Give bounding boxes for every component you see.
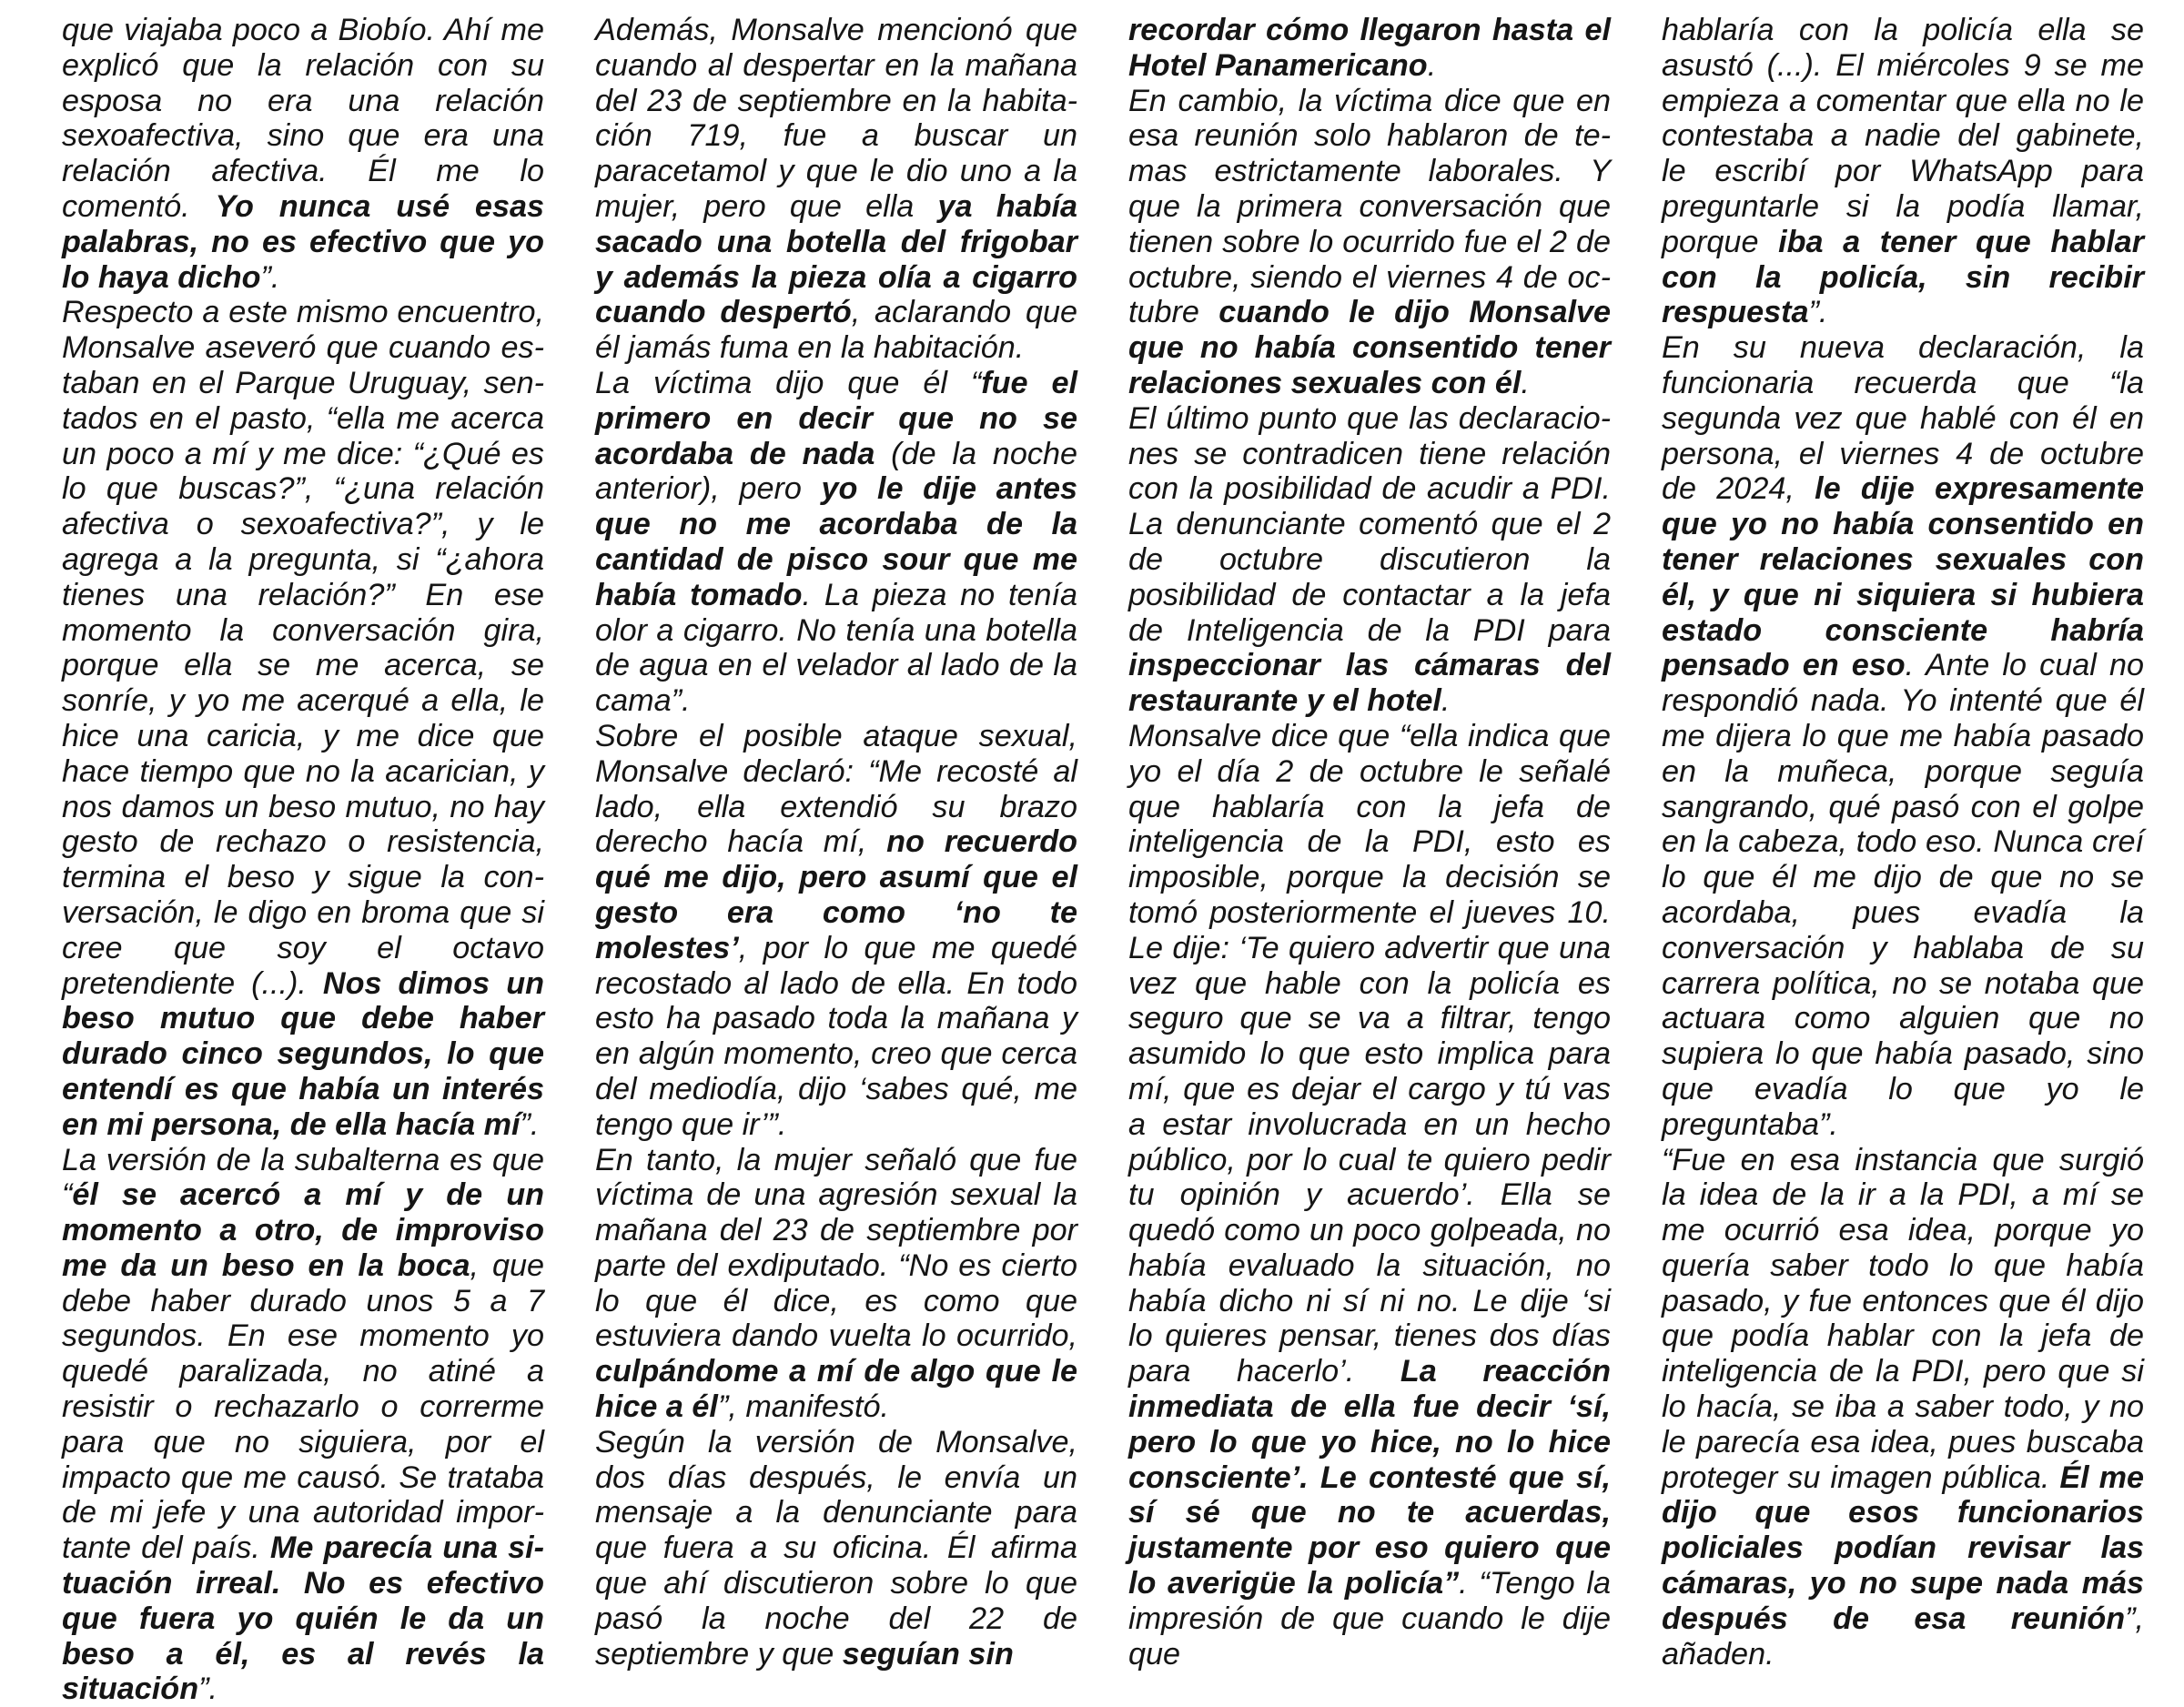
text-run: ”. xyxy=(521,1107,540,1142)
bold-quote: Me parecía una situación irreal. No es efectivo que fuera yo quién le da un beso a él, es al revés la situación xyxy=(62,1530,544,1706)
paragraph xyxy=(595,1425,1077,1672)
bold-quote: ya había sacado una botella del frigobar y además la pieza olía a cigarro cuando despertó xyxy=(595,189,1077,329)
paragraph xyxy=(595,13,1077,366)
text-run: Monsalve dice que “ella indica que yo el día 2 de octubre le señalé que hablaría con la jefa de inteligencia de la PDI, esto es imposible, porque la decisión se tomó posteriormente el jueves 10. Le dije: ‘Te quiero advertir que una vez que hable con la policía es seguro que se va a filtrar, tengo asumido lo que esto implica para mí, que es dejar el cargo y tú vas a estar involucrada en un hecho público, por lo cual te quiero pedir tu opinión y acuerdo’. Ella se quedó como un poco golpeada, no había evaluado la situación, no había dicho ni sí ni no. Le dije ‘si lo quieres pensar, tienes dos días para hacerlo’. xyxy=(1128,719,1611,1389)
text-run: . xyxy=(1428,48,1437,83)
text-run: ”, añaden. xyxy=(1662,1601,2144,1672)
bold-quote: no recuerdo qué me dijo, pero asumí que el gesto era como ‘no te molestes’ xyxy=(595,824,1077,965)
column-2 xyxy=(595,13,1077,1547)
text-run: . xyxy=(1521,366,1530,400)
paragraph xyxy=(1128,401,1611,719)
text-run: En cambio, la víctima dice que en esa reunión solo hablaron de temas estrictamente laborales. Y que la primera conversación que tienen sobre lo ocurrido fue el 2 de octubre, siendo el viernes 4 de octubre xyxy=(1128,84,1611,330)
bold-quote: Él me dijo que esos funcionarios policiales podían revisar las cámaras, yo no supe nada más después de esa reunión xyxy=(1662,1460,2144,1636)
bold-quote: Yo nunca usé esas palabras, no es efectivo que yo lo haya dicho xyxy=(62,189,544,295)
text-run: , aclarando que él jamás fuma en la habitación. xyxy=(595,295,1077,365)
bold-quote: le dije expresamente que yo no había consentido en tener relaciones sexuales con él, y que ni siquiera si hubiera estado consciente habría pensado en eso xyxy=(1662,471,2144,682)
bold-quote: yo le dije antes que no me acordaba de la cantidad de pisco sour que me había tomado xyxy=(595,471,1077,611)
text-run: ”, manifestó. xyxy=(718,1389,889,1424)
paragraph xyxy=(62,13,544,295)
text-run: que viajaba poco a Biobío. Ahí me explicó que la relación con su esposa no era una relación sexoafectiva, sino que era una relación afectiva. Él me lo comentó. xyxy=(62,13,544,224)
text-run: , por lo que me quedé recostado al lado de ella. En todo esto ha pasado toda la mañana y en algún momento, creo que cerca del mediodía, dijo ‘sabes qué, me tengo que ir’”. xyxy=(595,931,1077,1142)
bold-quote: La reacción inmediata de ella fue decir ‘sí, pero lo que yo hice, no lo hice consciente’. Le contesté que sí, sí sé que no te acuerdas, justamente por eso quiero que lo averigüe la policía” xyxy=(1128,1354,1611,1601)
text-run: Respecto a este mismo encuentro, Monsalve aseveró que cuando estaban en el Parque Uruguay, sentados en el pasto, “ella me acerca un poco a mí y me dice: “¿Qué es lo que buscas?”, “¿una relación afectiva o sexoafectiva?”, y le agrega a la pregunta, si “¿ahora tienes una relación?” En ese momento la conversación gira, porque ella se me acerca, se sonríe, y yo me acerqué a ella, le hice una caricia, y me dice que hace tiempo que no la acarician, y nos damos un beso mutuo, no hay gesto de rechazo o resistencia, termina el beso y sigue la conversación, le digo en broma que si cree que soy el octavo pretendiente (...). xyxy=(62,295,544,1000)
bold-quote: él se acercó a mí y de un momento a otro, de improviso me da un beso en la boca xyxy=(62,1177,544,1283)
text-run: Según la versión de Monsalve, dos días después, le envía un mensaje a la denunciante para que fuera a su oficina. Él afirma que ahí discutieron sobre lo que pasó la noche del 22 de septiembre y que xyxy=(595,1425,1077,1672)
bold-quote: Nos dimos un beso mutuo que debe haber durado cinco segundos, lo que entendí es que había un interés en mi persona, de ella hacía mí xyxy=(62,966,544,1142)
text-run: (de la noche anterior), pero xyxy=(595,437,1077,507)
text-run: hablaría con la policía ella se asustó (...). El miércoles 9 se me empieza a comentar que ella no le contestaba a nadie del gabinete, le escribí por WhatsApp para preguntarle si la podía llamar, porque xyxy=(1662,13,2144,259)
text-run: . La pieza no tenía olor a cigarro. No tenía una botella de agua en el velador al lado de la cama”. xyxy=(595,578,1077,718)
paragraph xyxy=(1128,719,1611,1672)
column-1 xyxy=(62,13,544,1547)
paragraph xyxy=(595,719,1077,1143)
text-run: La víctima dijo que él “ xyxy=(595,366,981,400)
text-run: . Ante lo cual no respondió nada. Yo intenté que él me dijera lo que me había pasado en la muñeca, porque seguía sangrando, qué pasó con el golpe en la cabeza, todo eso. Nunca creí lo que él me dijo de que no se acordaba, pues evadía la conversación y hablaba de su carrera política, no se notaba que actuara como alguien que no supiera lo que había pasado, sino que evadía lo que yo le preguntaba”. xyxy=(1662,648,2144,1141)
text-run: En tanto, la mujer señaló que fue víctima de una agresión sexual la mañana del 23 de septiembre por parte del exdiputado. “No es cierto lo que él dice, es como que estuviera dando vuelta lo ocurrido, xyxy=(595,1143,1077,1354)
paragraph xyxy=(1128,84,1611,401)
column-4 xyxy=(1662,13,2144,1547)
bold-quote: iba a tener que hablar con la policía, sin recibir respuesta xyxy=(1662,225,2144,330)
bold-quote: recordar cómo llegaron hasta el Hotel Panamericano xyxy=(1128,13,1611,83)
text-run: , que debe haber durado unos 5 a 7 segundos. En ese momento yo quedé paralizada, no atiné a resistir o rechazarlo o correrme para que no siguiera, por el impacto que me causó. Se trataba de mi jefe y una autoridad importante del país. xyxy=(62,1248,544,1565)
paragraph xyxy=(62,1143,544,1707)
bold-quote: seguían sin xyxy=(843,1637,1014,1672)
column-3 xyxy=(1128,13,1611,1547)
text-run: Además, Monsalve mencionó que cuando al despertar en la mañana del 23 de septiembre en la habitación 719, fue a buscar un paracetamol y que le dio uno a la mujer, pero que ella xyxy=(595,13,1077,224)
text-run: La versión de la subalterna es que “ xyxy=(62,1143,544,1213)
text-run: En su nueva declaración, la funcionaria recuerda que “la segunda vez que hablé con él en persona, el viernes 4 de octubre de 2024, xyxy=(1662,330,2144,506)
paragraph xyxy=(595,366,1077,719)
paragraph xyxy=(595,1143,1077,1425)
paragraph xyxy=(1662,330,2144,1142)
text-run: . xyxy=(1441,683,1451,718)
text-run: ”. xyxy=(198,1672,217,1706)
bold-quote: inspeccionar las cámaras del restaurante y el hotel xyxy=(1128,648,1611,718)
text-run: ”. xyxy=(1809,295,1828,329)
text-run: . “Tengo la impresión de que cuando le dije que xyxy=(1128,1566,1611,1672)
paragraph xyxy=(1662,1143,2144,1672)
text-run: El último punto que las declaraciones se contradicen tiene relación con la posibilidad de acudir a PDI. La denunciante comentó que el 2 de octubre discutieron la posibilidad de contactar a la jefa de Inteligencia de la PDI para xyxy=(1128,401,1611,648)
text-run: Sobre el posible ataque sexual, Monsalve declaró: “Me recosté al lado, ella extendió su brazo derecho hacía mí, xyxy=(595,719,1077,859)
bold-quote: cuando le dijo Monsalve que no había consentido tener relaciones sexuales con él xyxy=(1128,295,1611,400)
paragraph xyxy=(62,295,544,1142)
paragraph xyxy=(1128,13,1611,84)
text-run: “Fue en esa instancia que surgió la idea de la ir a la PDI, a mí se me ocurrió esa idea, porque yo quería saber todo lo que había pasado, y fue entonces que él dijo que podía hablar con la jefa de inteligencia de la PDI, pero que si lo hacía, se iba a saber todo, y no le parecía esa idea, pues buscaba proteger su imagen pública. xyxy=(1662,1143,2144,1495)
paragraph xyxy=(1662,13,2144,330)
text-run: ”. xyxy=(260,260,279,295)
bold-quote: fue el primero en decir que no se acordaba de nada xyxy=(595,366,1077,471)
bold-quote: culpándome a mí de algo que le hice a él xyxy=(595,1354,1077,1424)
